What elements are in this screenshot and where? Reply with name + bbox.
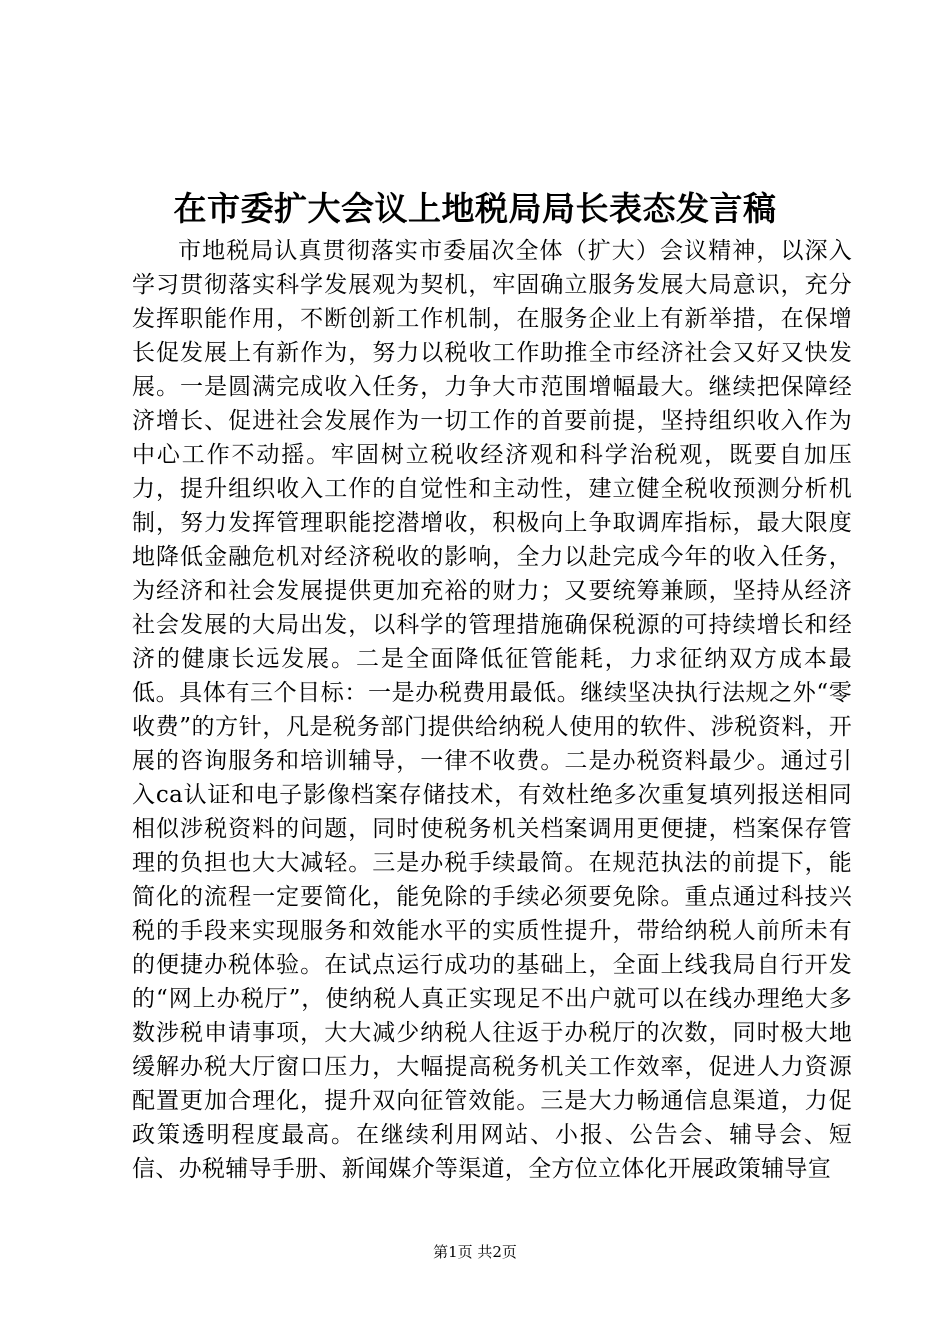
document-title: 在市委扩大会议上地税局局长表态发言稿 (173, 189, 777, 228)
document-body-paragraph: 市地税局认真贯彻落实市委届次全体（扩大）会议精神，以深入学习贯彻落实科学发展观为契机，牢固确立服务发展大局意识，充分发挥职能作用，不断创新工作机制，在服务企业上有新举措，在保增长促发展上有新作为，努力以税收工作助推全市经济社会又好又快发展。一是圆满完成收入任务，力争大市范围增幅最大。继续把保障经济增长、促进社会发展作为一切工作的首要前提，坚持组织收入作为中心工作不动摇。牢固树立税收经济观和科学治税观，既要自加压力，提升组织收入工作的自觉性和主动性，建立健全税收预测分析机制，努力发挥管理职能挖潜增收，积极向上争取调库指标，最大限度地降低金融危机对经济税收的影响，全力以赴完成今年的收入任务，为经济和社会发展提供更加充裕的财力；又要统筹兼顾，坚持从经济社会发展的大局出发，以科学的管理措施确保税源的可持续增长和经济的健康长远发展。二是全面降低征管能耗，力求征纳双方成本最低。具体有三个目标：一是办税费用最低。继续坚决执行法规之外“零收费”的方针，凡是税务部门提供给纳税人使用的软件、涉税资料，开展的咨询服务和培训辅导，一律不收费。二是办税资料最少。通过引入ca认证和电子影像档案存储技术，有效杜绝多次重复填列报送相同相似涉税资料的问题，同时使税务机关档案调用更便捷，档案保存管理的负担也大大减轻。三是办税手续最简。在规范执法的前提下，能简化的流程一定要简化，能免除的手续必须要免除。重点通过科技兴税的手段来实现服务和效能水平的实质性提升，带给纳税人前所未有的便捷办税体验。在试点运行成功的基础上，全面上线我局自行开发的“网上办税厅”，使纳税人真正实现足不出户就可以在线办理绝大多数涉税申请事项，大大减少纳税人往返于办税厅的次数，同时极大地缓解办税大厅窗口压力，大幅提高税务机关工作效率，促进人力资源配置更加合理化，提升双向征管效能。三是大力畅通信息渠道，力促政策透明程度最高。在继续利用网站、小报、公告会、辅导会、短信、办税辅导手册、新闻媒介等渠道，全方位立体化开展政策辅导宣 (132, 238, 852, 1182)
page-number-footer: 第1页 共2页 (433, 1243, 517, 1261)
